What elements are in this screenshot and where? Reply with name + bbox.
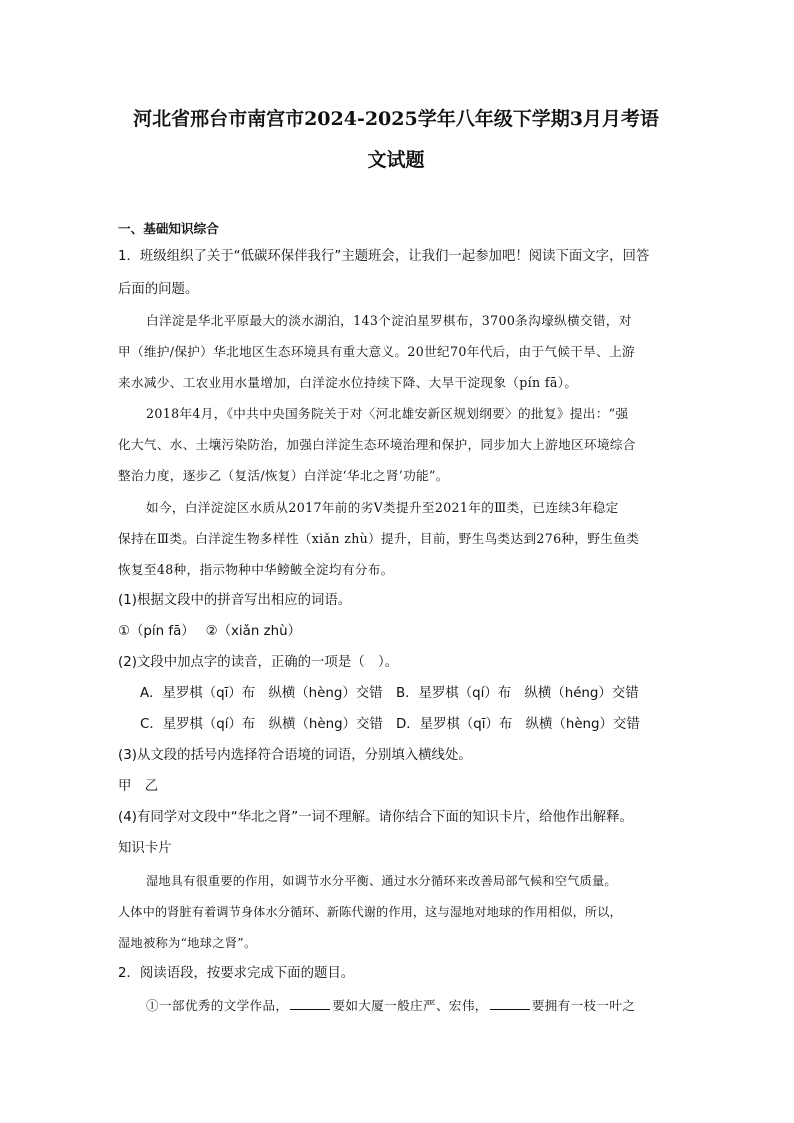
- knowledge-card-line-1: 湿地具有很重要的作用，如调节水分平衡、通过水分循环来改善局部气候和空气质量。: [146, 874, 617, 888]
- q2-passage-text-pre: ①一部优秀的文学作品，: [146, 998, 289, 1013]
- q1-sub-question-3-blanks: 甲 乙: [118, 779, 159, 794]
- q1-option-c: C．星罗棋（qí）布 纵横（hèng）交错: [140, 717, 383, 732]
- q1-intro-line-2: 后面的问题。: [118, 282, 199, 297]
- q1-passage-3-line-3: 恢复至48种，指示物种中华鳑鲏全淀均有分布。: [118, 562, 394, 577]
- knowledge-card-title: 知识卡片: [118, 841, 172, 856]
- q2-passage-text-post: 要拥有一枝一叶之: [531, 998, 636, 1013]
- q1-passage-1-line-2: 甲（维护/保护）华北地区生态环境具有重大意义。20世纪70年代后，由于气候干旱、上游: [118, 344, 635, 359]
- knowledge-card-line-2: 人体中的肾脏有着调节身体水分循环、新陈代谢的作用，这与湿地对地球的作用相似，所以，: [118, 905, 622, 919]
- q1-option-b: B．星罗棋（qí）布 纵横（héng）交错: [396, 686, 639, 701]
- q1-sub-question-3: (3)从文段的括号内选择符合语境的词语，分别填入横线处。: [118, 748, 472, 763]
- q1-option-a: A．星罗棋（qī）布 纵横（hèng）交错: [140, 686, 383, 701]
- section-heading: 一、基础知识综合: [118, 221, 219, 236]
- q1-passage-3-line-2: 保持在Ⅲ类。白洋淀生物多样性（xiǎn zhù）提升，目前，野生鸟类达到276种，野生鱼类: [118, 531, 640, 546]
- q1-intro-line-1: 1．班级组织了关于“低碳环保伴我行”主题班会，让我们一起参加吧！阅读下面文字，回答: [118, 249, 650, 264]
- q1-sub-question-4: (4)有同学对文段中“华北之肾”一词不理解。请你结合下面的知识卡片，给他作出解释。: [118, 810, 633, 825]
- q1-passage-1-line-1: 白洋淀是华北平原最大的淡水湖泊，143个淀泊星罗棋布，3700条沟壕纵横交错，对: [146, 313, 632, 328]
- q1-option-d: D．星罗棋（qī）布 纵横（hèng）交错: [396, 717, 640, 732]
- q2-passage-text-mid: 要如大厦一般庄严、宏伟，: [332, 998, 488, 1013]
- q1-passage-2-line-3: 整治力度，逐步乙（复活/恢复）白洋淀‘华北之肾’功能”。: [118, 468, 449, 483]
- fill-blank-1[interactable]: [290, 997, 330, 1010]
- q1-sub-question-1-blanks: ①（pín fā） ②（xiǎn zhù）: [118, 624, 301, 639]
- q1-passage-1-line-3: 来水减少、工农业用水量增加，白洋淀水位持续下降、大旱干淀现象（pín fā）。: [118, 375, 578, 390]
- q1-passage-3-line-1: 如今，白洋淀淀区水质从2017年前的劣Ⅴ类提升至2021年的Ⅲ类，已连续3年稳定: [146, 500, 619, 515]
- document-title-line-2: 文试题: [367, 149, 425, 171]
- fill-blank-2[interactable]: [490, 997, 530, 1010]
- document-title-line-1: 河北省邢台市南宫市2024-2025学年八年级下学期3月月考语: [133, 108, 659, 130]
- q1-sub-question-1: (1)根据文段中的拼音写出相应的词语。: [118, 593, 352, 608]
- q1-passage-2-line-1: 2018年4月，《中共中央国务院关于对〈河北雄安新区规划纲要〉的批复》提出：“强: [146, 406, 629, 421]
- q1-sub-question-2: (2)文段中加点字的读音，正确的一项是（ ）。: [118, 655, 399, 670]
- q2-passage-line-1: [146, 996, 674, 1016]
- q1-passage-2-line-2: 化大气、水、土壤污染防治，加强白洋淀生态环境治理和保护，同步加大上游地区环境综合: [118, 437, 636, 452]
- q2-intro: 2．阅读语段，按要求完成下面的题目。: [118, 966, 355, 981]
- knowledge-card-line-3: 湿地被称为“地球之肾”。: [118, 936, 257, 950]
